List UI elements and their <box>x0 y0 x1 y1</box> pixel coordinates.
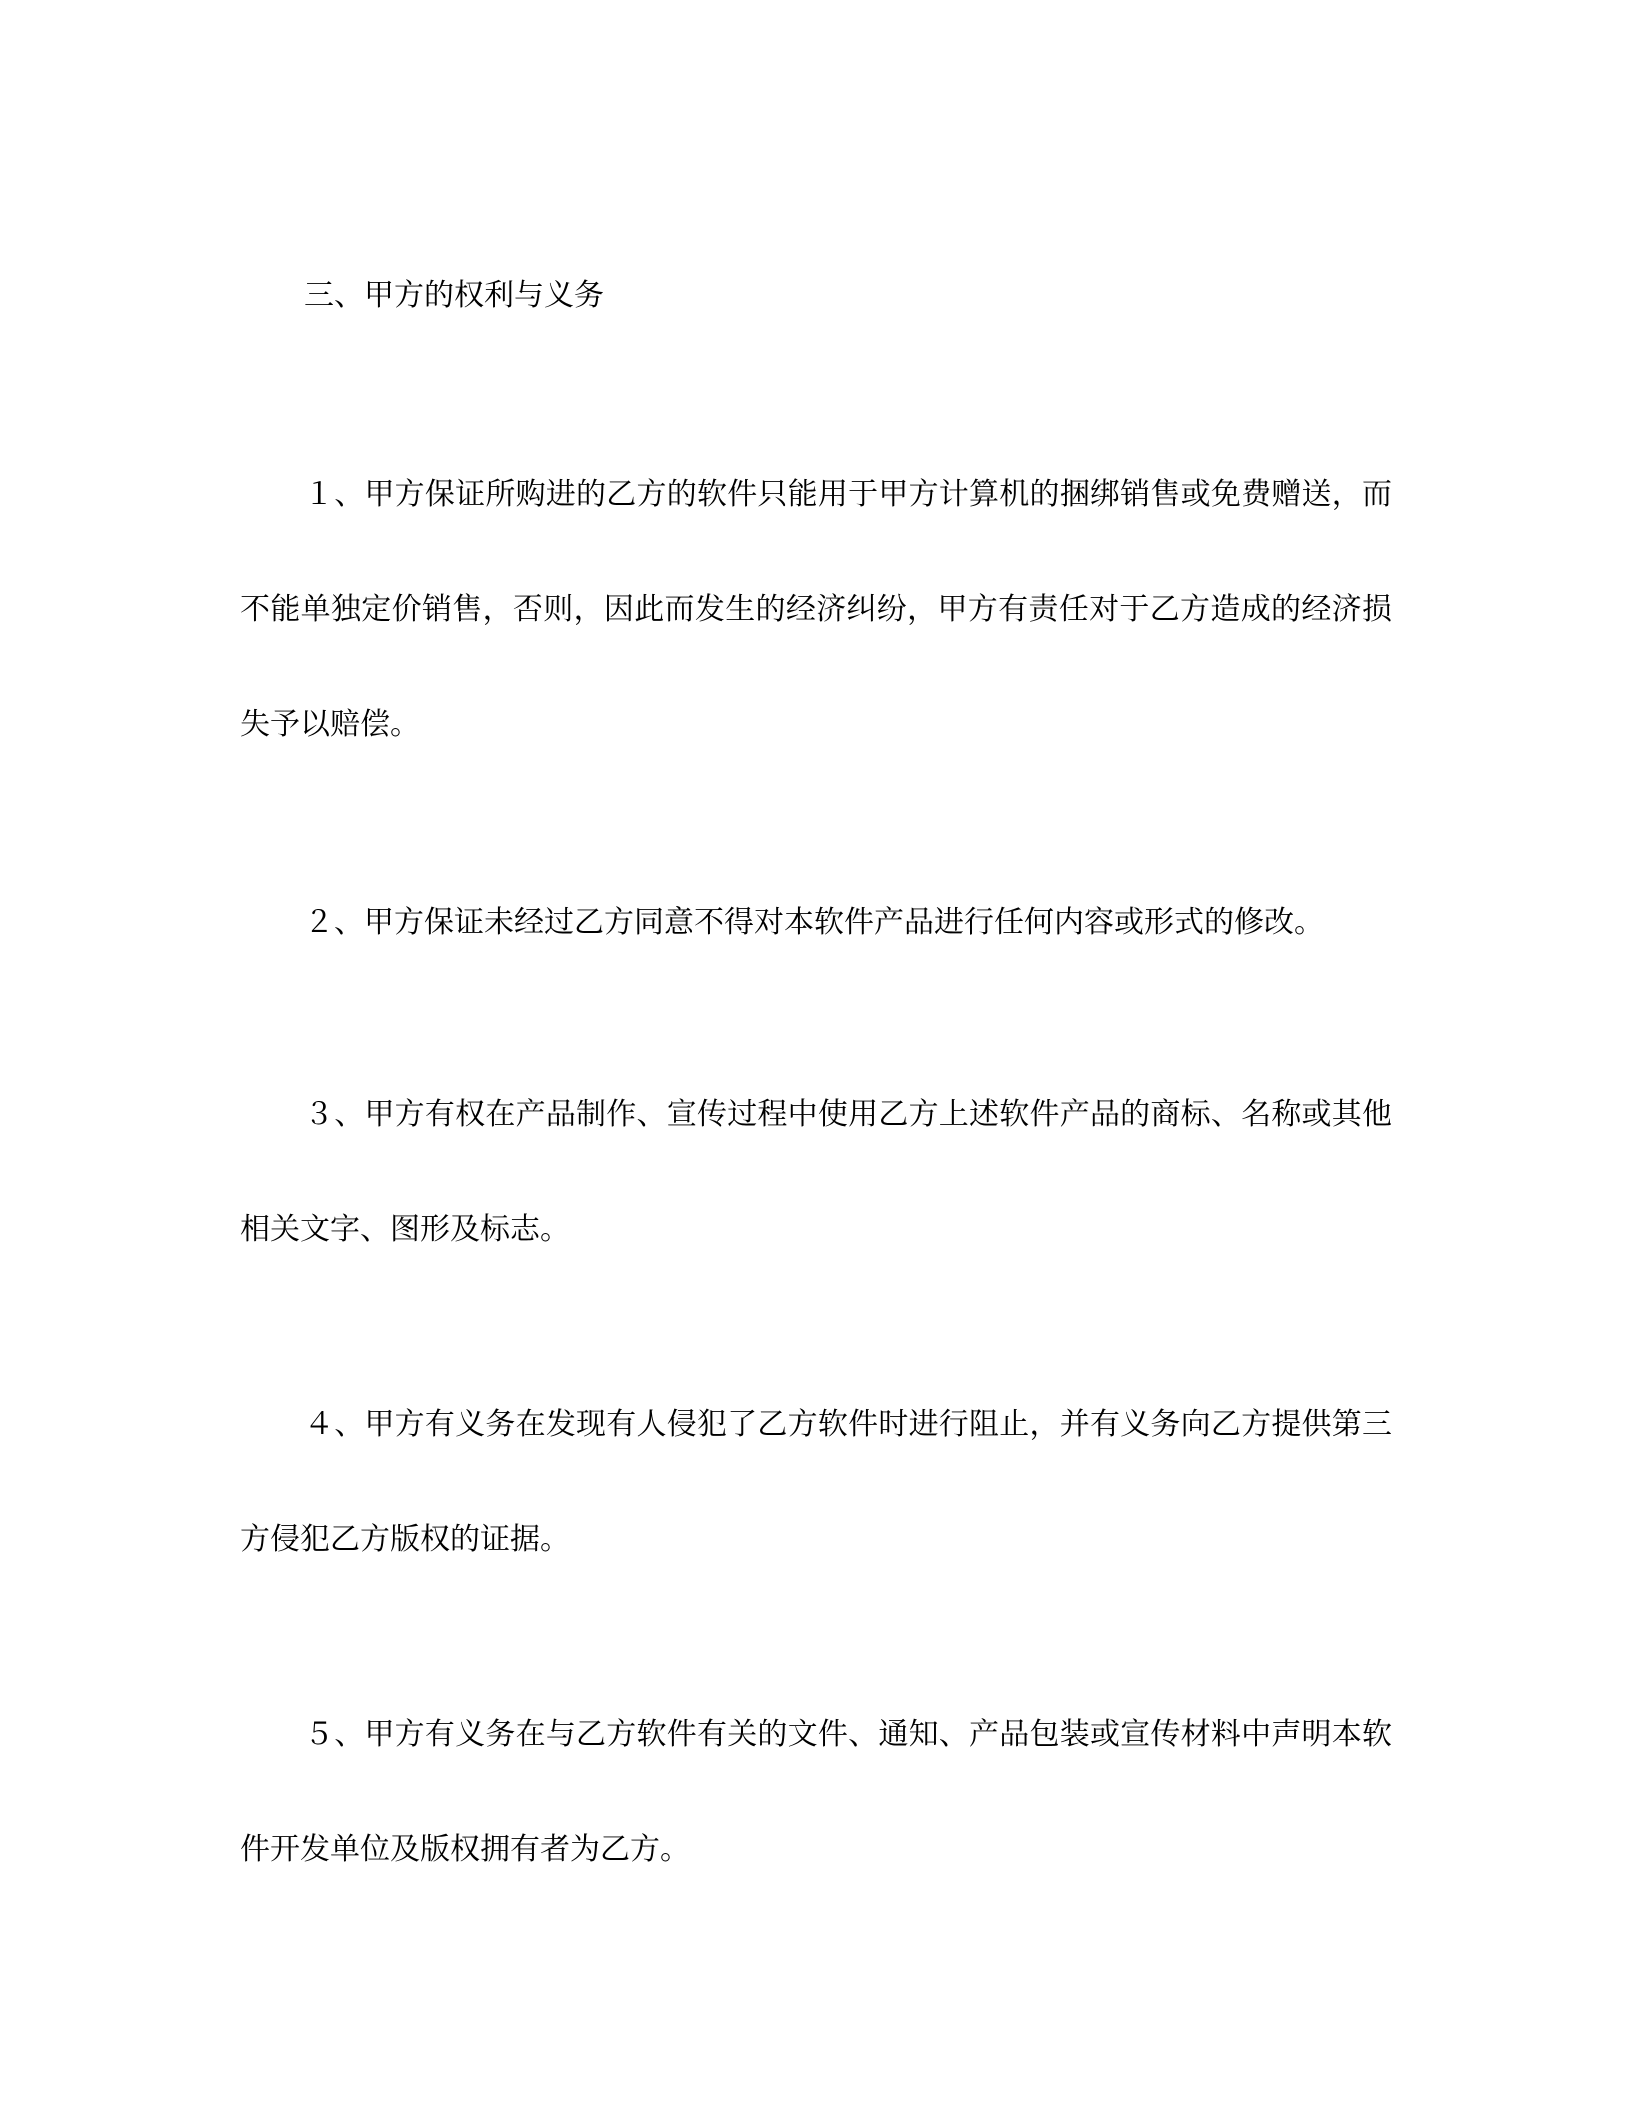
clause-paragraph-3: ３、甲方有权在产品制作、宣传过程中使用乙方上述软件产品的商标、名称或其他相关文字、图形及标志。 <box>240 1097 1392 1247</box>
clause-paragraph-2: ２、甲方保证未经过乙方同意不得对本软件产品进行任何内容或形式的修改。 <box>304 905 1324 940</box>
clause-paragraph-1: １、甲方保证所购进的乙方的软件只能用于甲方计算机的捆绑销售或免费赠送，而不能单独定价销售，否则，因此而发生的经济纠纷，甲方有责任对于乙方造成的经济损失予以赔偿。 <box>240 477 1392 742</box>
clause-paragraph-5: ５、甲方有义务在与乙方软件有关的文件、通知、产品包装或宣传材料中声明本软件开发单位及版权拥有者为乙方。 <box>240 1717 1392 1867</box>
section-heading: 三、甲方的权利与义务 <box>304 278 604 313</box>
clause-paragraph-4: ４、甲方有义务在发现有人侵犯了乙方软件时进行阻止，并有义务向乙方提供第三方侵犯乙方版权的证据。 <box>240 1407 1392 1557</box>
